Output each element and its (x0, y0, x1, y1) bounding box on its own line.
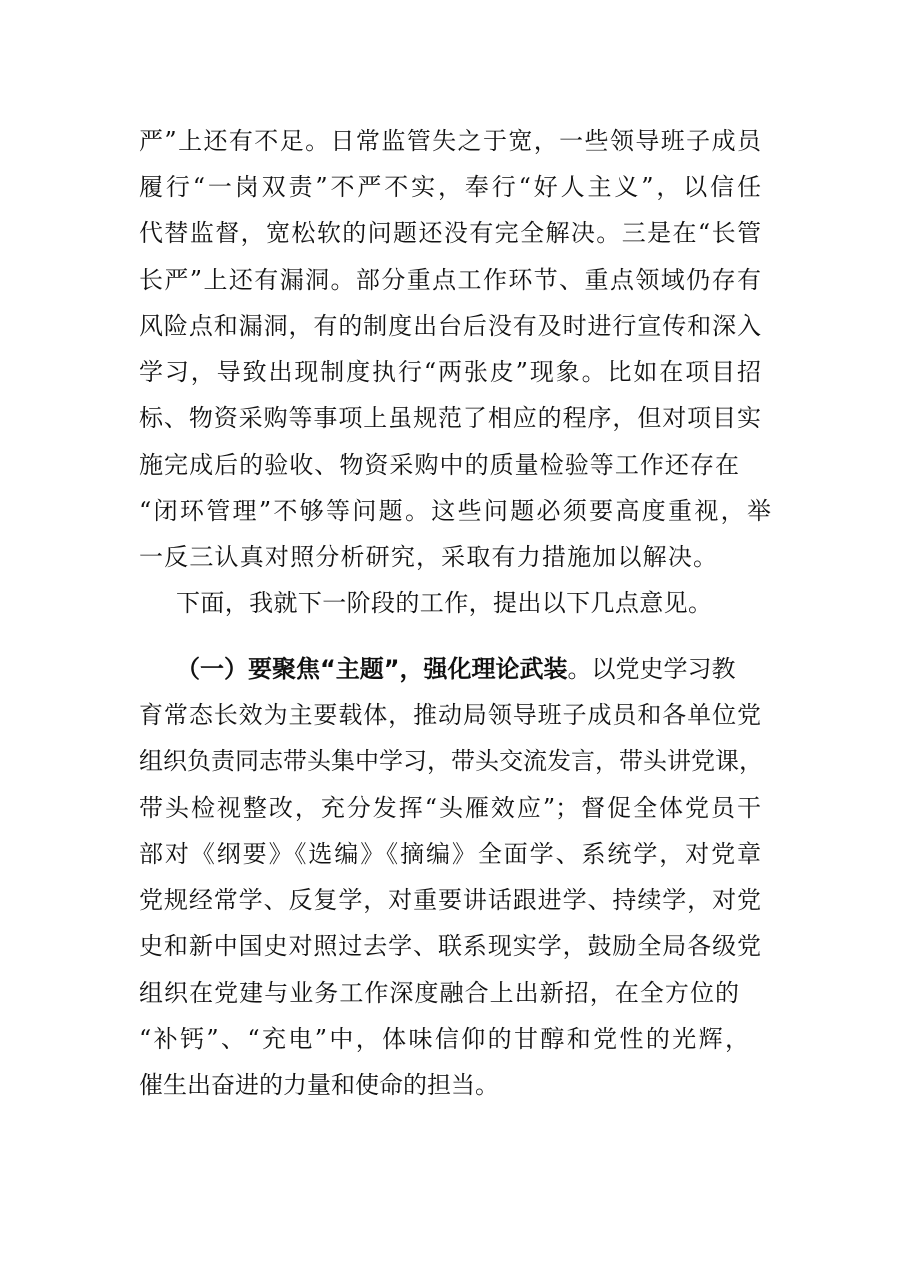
section-lead-text: 。以党史学习教 (567, 655, 736, 683)
paragraph-opening-line: 下面，我就下一阶段的工作，提出以下几点意见。 (176, 589, 712, 617)
paragraph-line: 组织在党建与业务工作深度融合上出新招，在全方位的 (139, 979, 739, 1007)
paragraph-line: 一反三认真对照分析研究，采取有力措施加以解决。 (139, 543, 717, 571)
paragraph-line: 履行“一岗双责”不严不实，奉行“好人主义”，以信任 (139, 173, 761, 201)
paragraph-line: 标、物资采购等事项上虽规范了相应的程序，但对项目实 (139, 404, 761, 432)
paragraph-line: “闭环管理”不够等问题。这些问题必须要高度重视，举 (139, 497, 771, 525)
section-first-line (176, 653, 762, 685)
paragraph-line: 育常态长效为主要载体，推动局领导班子成员和各单位党 (139, 701, 761, 729)
paragraph-line: 部对《纲要》《选编》《摘编》全面学、系统学，对党章 (139, 840, 761, 868)
paragraph-line: 催生出奋进的力量和使命的担当。 (139, 1071, 499, 1099)
section-heading: （一）要聚焦“主题”，强化理论武装 (176, 655, 568, 683)
paragraph-line: 长严”上还有漏洞。部分重点工作环节、重点领域仍存有 (139, 266, 761, 294)
paragraph-line: 严”上还有不足。日常监管失之于宽，一些领导班子成员 (139, 127, 761, 155)
paragraph-line: 带头检视整改，充分发挥“头雁效应”；督促全体党员干 (139, 794, 761, 822)
paragraph-line: 风险点和漏洞，有的制度出台后没有及时进行宣传和深入 (139, 312, 761, 340)
paragraph-line: 党规经常学、反复学，对重要讲话跟进学、持续学，对党 (139, 886, 761, 914)
paragraph-line: 施完成后的验收、物资采购中的质量检验等工作还存在 (139, 451, 739, 479)
paragraph-line: 史和新中国史对照过去学、联系现实学，鼓励全局各级党 (139, 932, 761, 960)
paragraph-line: 学习，导致出现制度执行“两张皮”现象。比如在项目招 (139, 358, 761, 386)
paragraph-line: “补钙”、“充电”中，体味信仰的甘醇和党性的光辉， (139, 1025, 749, 1053)
paragraph-line: 代替监督，宽松软的问题还没有完全解决。三是在“长管 (139, 219, 761, 247)
paragraph-line: 组织负责同志带头集中学习，带头交流发言，带头讲党课， (139, 747, 763, 775)
